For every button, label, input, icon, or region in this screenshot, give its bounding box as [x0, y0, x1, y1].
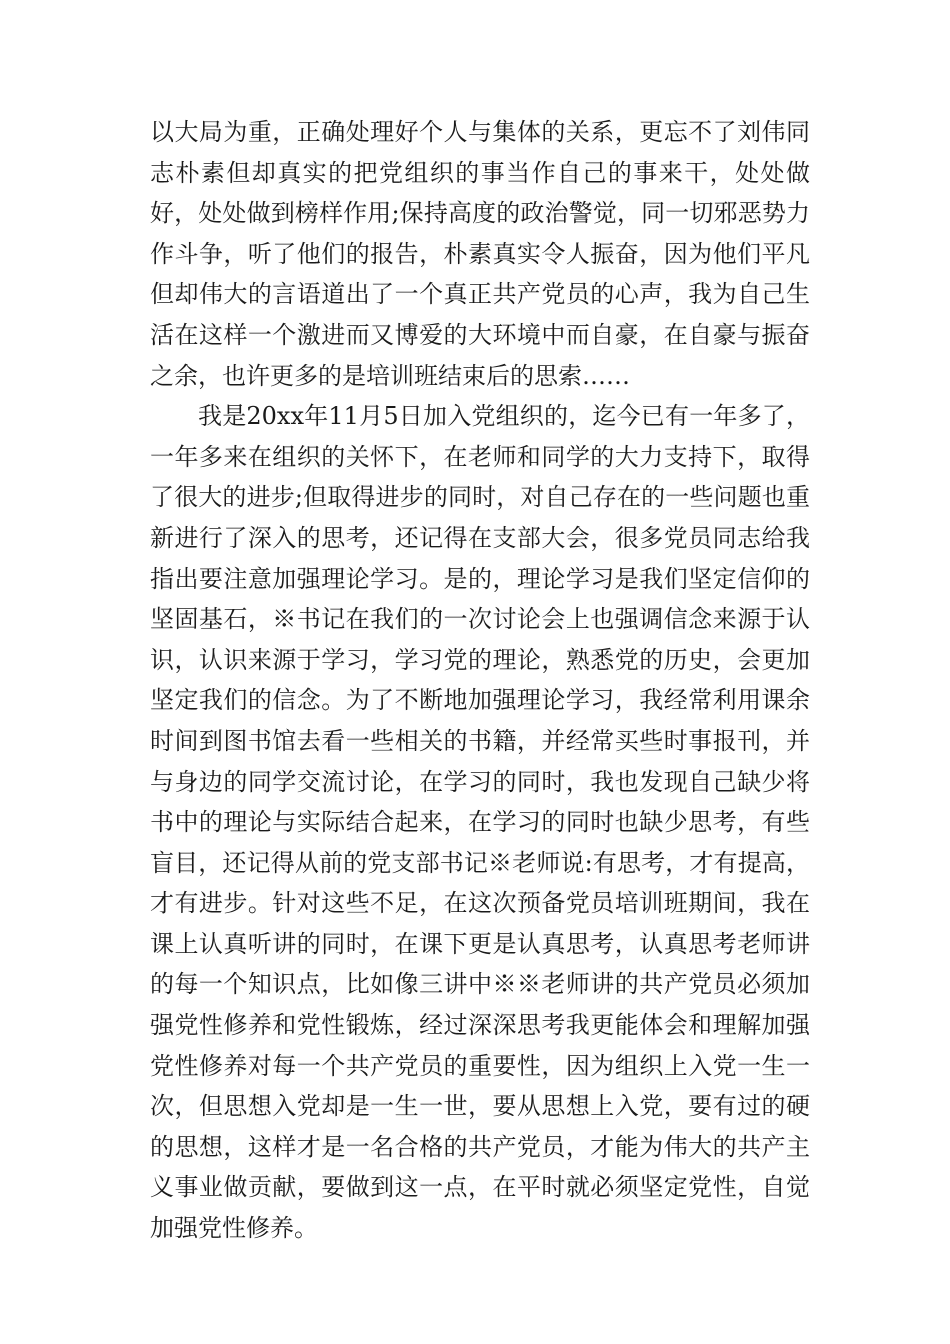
- paragraph-2: 我是20xx年11月5日加入党组织的，迄今已有一年多了，一年多来在组织的关怀下，在老师和同学的大力支持下，取得了很大的进步;但取得进步的同时，对自己存在的一些问题也重新进行了深入的思考，还记得在支部大会，很多党员同志给我指出要注意加强理论学习。是的，理论学习是我们坚定信仰的坚固基石，※书记在我们的一次讨论会上也强调信念来源于认识，认识来源于学习，学习党的理论，熟悉党的历史，会更加坚定我们的信念。为了不断地加强理论学习，我经常利用课余时间到图书馆去看一些相关的书籍，并经常买些时事报刊，并与身边的同学交流讨论，在学习的同时，我也发现自己缺少将书中的理论与实际结合起来，在学习的同时也缺少思考，有些盲目，还记得从前的党支部书记※老师说:有思考，才有提高，才有进步。针对这些不足，在这次预备党员培训班期间，我在课上认真听讲的同时，在课下更是认真思考，认真思考老师讲的每一个知识点，比如像三讲中※※老师讲的共产党员必须加强党性修养和党性锻炼，经过深深思考我更能体会和理解加强党性修养对每一个共产党员的重要性，因为组织上入党一生一次，但思想入党却是一生一世，要从思想上入党，要有过的硬的思想，这样才是一名合格的共产党员，才能为伟大的共产主义事业做贡献，要做到这一点，在平时就必须坚定党性，自觉加强党性修养。: [150, 402, 810, 1243]
- document-body: [150, 112, 810, 1249]
- paragraph-1: 以大局为重，正确处理好个人与集体的关系，更忘不了刘伟同志朴素但却真实的把党组织的事当作自己的事来干，处处做好，处处做到榜样作用;保持高度的政治警觉，同一切邪恶势力作斗争，听了他们的报告，朴素真实令人振奋，因为他们平凡但却伟大的言语道出了一个真正共产党员的心声，我为自己生活在这样一个激进而又博爱的大环境中而自豪，在自豪与振奋之余，也许更多的是培训班结束后的思索……: [150, 118, 810, 390]
